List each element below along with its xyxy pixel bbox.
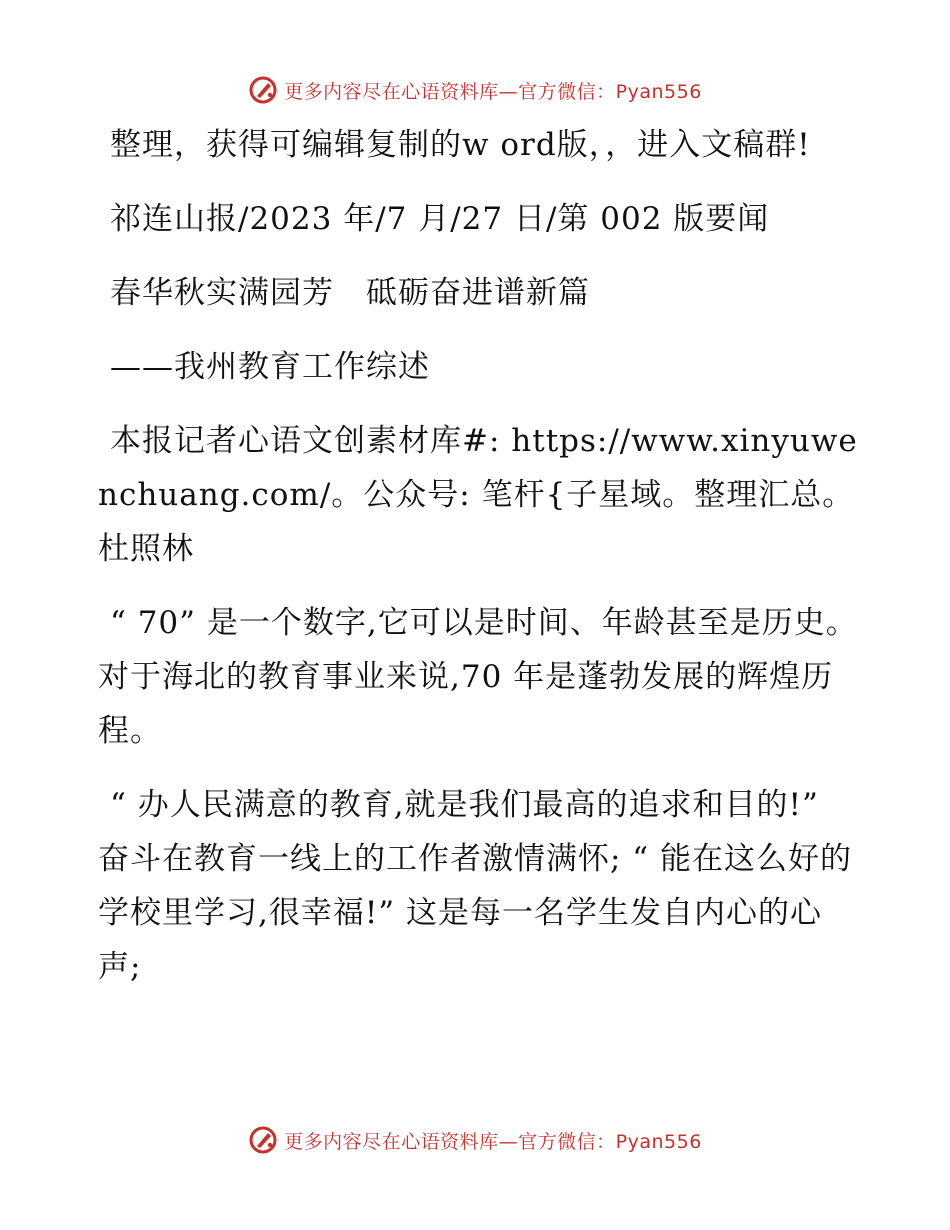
source-line: 祁连山报/2023 年/7 月/27 日/第 002 版要闻 xyxy=(110,201,770,237)
body-paragraph: “ 办人民满意的教育,就是我们最高的追求和目的!” 奋斗在教育一线上的工作者激情满怀; “ 能在这么好的学校里学习,很幸福!” 这是每一名学生发自内心的心声; xyxy=(98,787,852,985)
header-watermark-text: 更多内容尽在心语资料库—官方微信：Pyan556 xyxy=(284,80,702,103)
article-subtitle: ——我州教育工作综述 xyxy=(110,349,430,385)
article-title: 春华秋实满园芳 砥砺奋进谱新篇 xyxy=(110,275,590,311)
document-body xyxy=(98,118,871,1014)
body-paragraph: “ 70” 是一个数字,它可以是时间、年龄甚至是历史。对于海北的教育事业来说,70 年是蓬勃发展的辉煌历程。 xyxy=(98,605,858,749)
pen-circle-logo-icon xyxy=(248,1125,278,1155)
footer-watermark xyxy=(0,1120,950,1160)
byline: 本报记者心语文创素材库#: https://www.xinyuwenchuang.com/。公众号: 笔杆{子星域。整理汇总。 杜照林 xyxy=(98,423,871,567)
pen-circle-logo-icon xyxy=(248,75,278,105)
intro-line: 整理，获得可编辑复制的w ord版，，进入文稿群! xyxy=(110,127,811,163)
header-watermark xyxy=(0,70,950,110)
footer-watermark-text: 更多内容尽在心语资料库—官方微信：Pyan556 xyxy=(284,1130,702,1153)
